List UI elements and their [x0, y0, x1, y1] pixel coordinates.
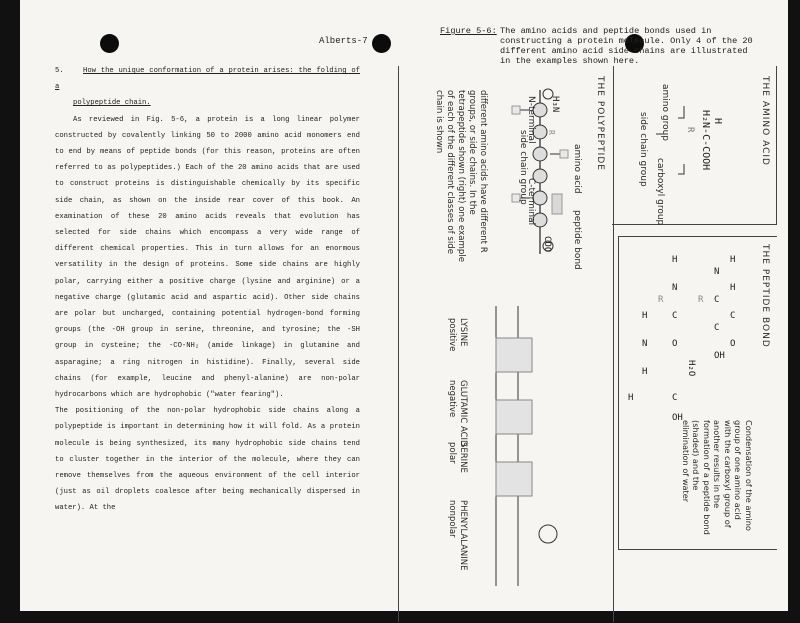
svg-text:H: H: [730, 283, 736, 293]
svg-text:OH: OH: [672, 413, 683, 423]
residue-name: PHENYLALANINE: [458, 500, 468, 571]
svg-text:C: C: [714, 295, 720, 305]
r-group-label: R: [547, 130, 556, 135]
page-header: Alberts-7: [319, 36, 368, 46]
n-terminal-label: N-terminal: [526, 96, 536, 144]
svg-text:N: N: [672, 283, 678, 293]
amino-acid-h: H: [712, 118, 723, 125]
svg-text:OH: OH: [714, 351, 725, 361]
h3n-label: H₃N: [550, 96, 560, 113]
svg-text:C: C: [672, 393, 678, 403]
polypeptide-title: THE POLYPEPTIDE: [595, 76, 605, 171]
polypeptide-note: different amino acids have different R groups, or side chains. In the tetrapeptide shown (right) one example of each of the different classes of side chain is shown: [434, 90, 488, 262]
c-terminal-label: C-terminal: [526, 178, 536, 226]
residue-class: positive: [447, 318, 457, 352]
punch-hole: [100, 34, 119, 53]
svg-text:O: O: [730, 339, 736, 349]
side-chain-group-label: side chain group: [518, 130, 528, 205]
amino-acid-title: THE AMINO ACID: [760, 76, 770, 166]
svg-text:C: C: [730, 311, 736, 321]
section-heading: [55, 63, 360, 95]
peptide-bond-structure: [618, 250, 768, 430]
carboxyl-group-label: carboxyl group: [655, 158, 665, 226]
body-text: [55, 63, 360, 517]
svg-text:C: C: [714, 323, 720, 333]
amino-acid-label: amino acid: [572, 144, 582, 194]
residue-class: nonpolar: [447, 500, 457, 538]
figure-caption-text: The amino acids and peptide bonds used in constructing a protein molecule. Only 4 of the 20 different amino acid side chains are illustrated in the examples shown here.: [500, 26, 753, 66]
section-heading-line1: How the unique conformation of a protein arises: the folding of a: [55, 67, 360, 92]
svg-text:N: N: [714, 267, 720, 277]
residue-glutamic-acid: [446, 380, 468, 447]
svg-text:C: C: [672, 311, 678, 321]
amino-acid-arrows: [612, 66, 776, 224]
residue-serine: [446, 442, 468, 473]
water-label: H₂O: [686, 360, 696, 377]
peptide-bond-note: Condensation of the amino group of one amino acid with the carboxyl group of another results in the formation of a peptide bond (shaded) and the elimination of water: [681, 420, 754, 535]
svg-text:H: H: [730, 255, 736, 265]
svg-text:N: N: [642, 339, 648, 349]
punch-hole: [372, 34, 391, 53]
residue-name: LYSINE: [458, 318, 468, 347]
amino-group-label: amino group: [660, 84, 670, 141]
paragraph-2: The positioning of the non-polar hydrophobic side chains along a polypeptide is important in determining how it will fold. As a protein molecule is being synthesized, its many hydrophobic side chains tend to cluster together in the interior of the molecule, where they can remove themselves from the aqueous environment of the cell interior (just as oil droplets coalesce after being mechanically dispersed in water). At the: [55, 407, 360, 513]
coo-label: COO: [542, 236, 552, 253]
section-heading-line2: polypeptide chain.: [73, 99, 151, 108]
side-chain-label: side chain group: [638, 112, 648, 187]
svg-text:O: O: [672, 339, 678, 349]
paragraph-1: As reviewed in Fig. 5-6, a protein is a long linear polymer constructed by covalently linking 50 to 2000 amino acid monomers end to end by means of peptide bonds (for this reason, proteins are often referred to as polypeptides.) Each of the 20 amino acids that are used to construct proteins is distinguishable chemically by its specific side chain, as shown on the inside rear cover of this book. An examination of these 20 amino acids reveals that evolution has selected for side chains which encompass a very wide range of different chemical properties. This in turn allows for an enormous versatility in the design of proteins. Some side chains are highly polar, carrying either a positive charge (lysine and arginine) or a negative charge (glutamic acid and aspartic acid). Other side chains are polar but uncharged, containing potential hydrogen-bond forming groups (the -OH group in serine, threonine, and tyrosine; the -SH group in cysteine; the -CO-NH₂ (amide linkage) in glutamine and asparagine; a ring nitrogen in histidine). Finally, several side chains (for example, leucine and phenyl-alanine) are non-polar hydrocarbons which are hydrophobic ("water fearing").: [55, 115, 360, 400]
residue-class: negative: [447, 380, 457, 418]
residue-phenylalanine: [446, 500, 468, 571]
residue-lysine: [446, 318, 468, 351]
residue-name: SERINE: [458, 442, 468, 473]
figure-caption: [440, 26, 760, 66]
svg-text:H: H: [642, 367, 648, 377]
section-number: 5.: [55, 67, 64, 75]
peptide-bond-title: THE PEPTIDE BOND: [760, 244, 770, 348]
svg-text:H: H: [642, 311, 648, 321]
residue-name: GLUTAMIC ACID: [458, 380, 468, 447]
svg-text:R: R: [698, 295, 704, 305]
amino-acid-r: R: [685, 127, 695, 133]
amino-acid-formula: H₂N-C-COOH: [700, 110, 711, 171]
svg-text:R: R: [658, 295, 664, 305]
residue-class: polar: [447, 442, 457, 464]
peptide-bond-label: peptide bond: [572, 210, 582, 270]
figure-label: Figure 5-6:: [440, 26, 497, 36]
svg-text:H: H: [628, 393, 634, 403]
svg-text:H: H: [672, 255, 678, 265]
